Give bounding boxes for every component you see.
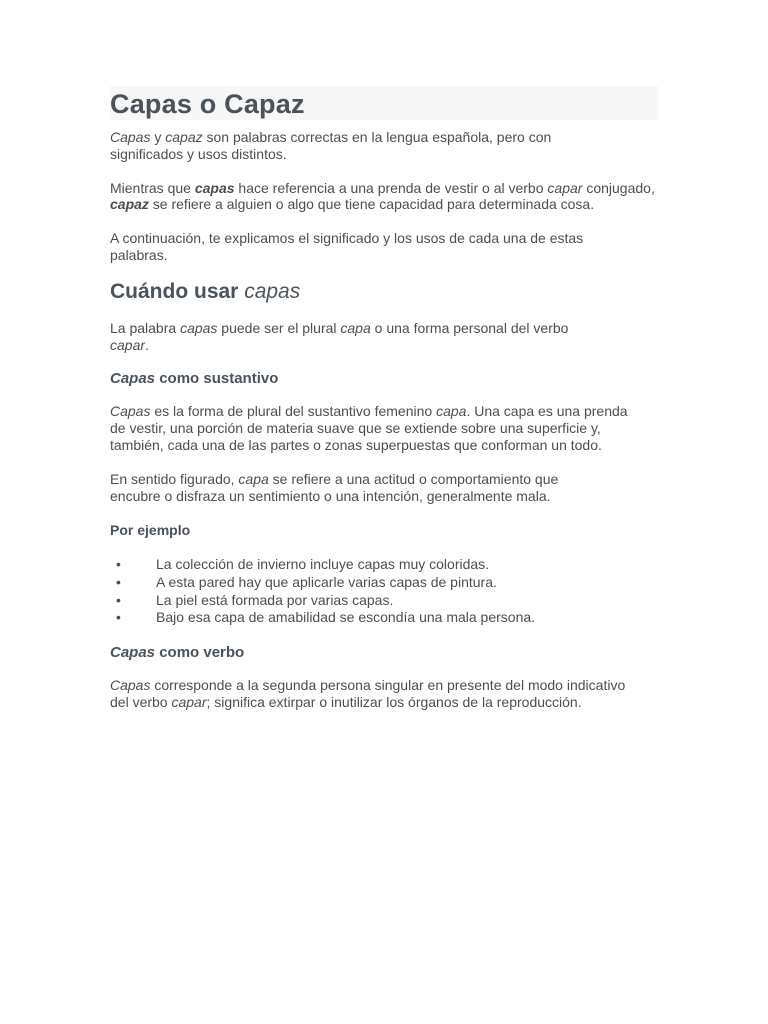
intro-paragraph-2	[110, 180, 655, 214]
term-capa: capa	[340, 319, 371, 336]
term-capar: capar	[171, 693, 207, 710]
text-fragment: es la forma de plural del sustantivo femenino	[150, 403, 437, 420]
bullet-icon: •	[116, 556, 121, 573]
subheading-capas-sustantivo	[110, 370, 658, 388]
term-capa: capa	[436, 403, 467, 420]
text-fragment: y	[150, 129, 166, 145]
text-fragment: ; significa extirpar o inutilizar los órganos de la reproducción.	[206, 693, 582, 710]
term-capa: capa	[238, 470, 269, 487]
term-capaz: capaz	[110, 196, 149, 213]
bullet-icon: •	[116, 609, 121, 626]
text-fragment: Mientras que	[110, 179, 195, 196]
text-fragment: puede ser el plural	[217, 319, 341, 336]
heading-term: capas	[244, 279, 301, 303]
verbo-paragraph	[110, 677, 630, 711]
term-capaz: capaz	[165, 129, 203, 145]
text-fragment: .	[145, 336, 149, 353]
subheading-capas-verbo	[110, 644, 658, 662]
term-capas: Capas	[110, 129, 151, 145]
term-capas: Capas	[110, 676, 151, 693]
term-capar: capar	[110, 336, 146, 353]
text-fragment: hace referencia a una prenda de vestir o al verbo	[234, 179, 548, 196]
text-fragment: La palabra	[110, 319, 181, 336]
text-fragment: corresponde a la segunda persona singular en presente del modo indicativo del verbo	[110, 676, 626, 710]
bullet-icon: •	[116, 573, 121, 590]
text-fragment: conjugado,	[582, 179, 655, 196]
heading-term: Capas	[110, 643, 156, 661]
sustantivo-paragraph-1	[110, 403, 640, 453]
example-label: Por ejemplo	[110, 522, 191, 539]
text-fragment: . Una capa es una prenda de vestir, una porción de materia suave que se extiende sobre una superficie y, también, cada una de las partes o zonas superpuestas que conforman un todo.	[110, 403, 628, 453]
text-fragment: se refiere a alguien o algo que tiene capacidad para determinada cosa.	[148, 196, 595, 213]
list-item-text: A esta pared hay que aplicarle varias capas de pintura.	[156, 573, 497, 590]
section-heading-cuando-usar-capas	[110, 279, 658, 305]
list-item	[110, 592, 658, 610]
list-item-text: La colección de invierno incluye capas muy coloridas.	[156, 556, 490, 573]
list-item-text: La piel está formada por varias capas.	[156, 591, 394, 608]
heading-term: Capas	[110, 370, 156, 388]
text-fragment: o una forma personal del verbo	[370, 319, 569, 336]
list-item-text: Bajo esa capa de amabilidad se escondía una mala persona.	[156, 609, 536, 626]
text-fragment: son palabras correctas en la lengua española, pero con significados y usos distintos.	[110, 129, 552, 162]
list-item	[110, 556, 658, 574]
term-capas: capas	[180, 319, 218, 336]
text-fragment: se refiere a una actitud o comportamiento que encubre o disfraza un sentimiento o una intención, generalmente mala.	[110, 470, 559, 504]
list-item	[110, 609, 658, 627]
text-fragment: En sentido figurado,	[110, 470, 239, 487]
term-capas: Capas	[110, 403, 151, 420]
sustantivo-paragraph-2	[110, 471, 610, 505]
document-page	[110, 86, 658, 710]
bullet-icon: •	[116, 591, 121, 608]
example-list	[110, 556, 658, 626]
heading-text: como sustantivo	[155, 370, 279, 388]
section-paragraph	[110, 320, 590, 354]
term-capar: capar	[547, 179, 583, 196]
term-capas: capas	[194, 179, 235, 196]
heading-text: como verbo	[155, 643, 245, 661]
intro-paragraph-3: A continuación, te explicamos el significado y los usos de cada una de estas palabras.	[110, 230, 584, 263]
intro-paragraph-1	[110, 129, 610, 163]
list-item	[110, 574, 658, 592]
page-title: Capas o Capaz	[110, 86, 658, 120]
heading-text: Cuándo usar	[110, 279, 245, 303]
